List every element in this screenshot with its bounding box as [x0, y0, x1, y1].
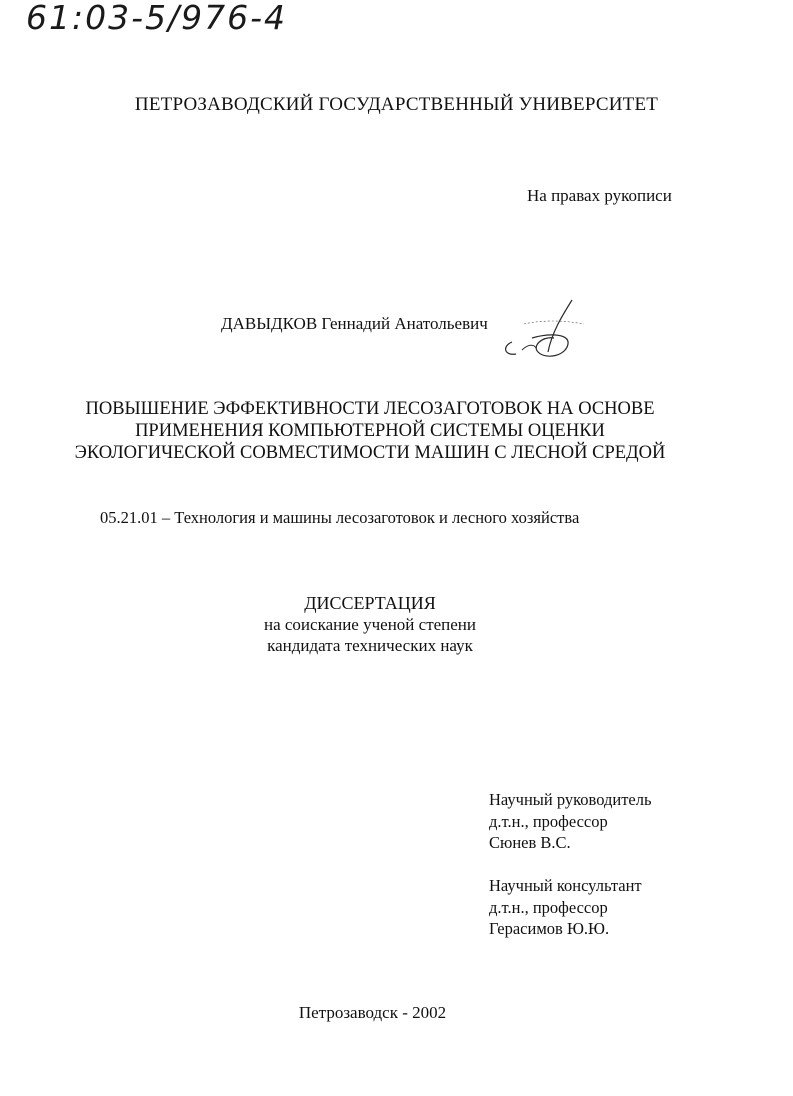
city-year: Петрозаводск - 2002: [298, 1003, 447, 1022]
supervisor-name: Сюнев В.С.: [489, 833, 571, 852]
supervisor-role: Научный руководитель: [489, 790, 652, 809]
title-line: ПРИМЕНЕНИЯ КОМПЬЮТЕРНОЙ СИСТЕМЫ ОЦЕНКИ: [135, 421, 605, 441]
title-line: ПОВЫШЕНИЕ ЭФФЕКТИВНОСТИ ЛЕСОЗАГОТОВОК НА ОСНОВЕ: [85, 399, 655, 419]
supervisor-block: [489, 789, 652, 854]
dissertation-block: [0, 593, 740, 656]
consultant-block: [489, 875, 642, 940]
dissertation-heading: ДИССЕРТАЦИЯ: [304, 593, 436, 613]
specialty-code: 05.21.01 – Технология и машины лесозаготовок и лесного хозяйства: [100, 508, 580, 527]
title-line: ЭКОЛОГИЧЕСКОЙ СОВМЕСТИМОСТИ МАШИН С ЛЕСНОЙ СРЕДОЙ: [74, 443, 666, 463]
consultant-degree: д.т.н., профессор: [489, 897, 608, 917]
consultant-role: Научный консультант: [489, 876, 642, 895]
dissertation-title: [0, 398, 740, 464]
consultant-name: Герасимов Ю.Ю.: [489, 919, 610, 938]
author-name: ДАВЫДКОВ Геннадий Анатольевич: [221, 314, 488, 333]
degree-line-2: кандидата технических наук: [267, 636, 473, 655]
rights-note: На правах рукописи: [527, 186, 672, 205]
university-name: ПЕТРОЗАВОДСКИЙ ГОСУДАРСТВЕННЫЙ УНИВЕРСИТЕТ: [134, 94, 659, 115]
author-signature: [492, 294, 592, 366]
archive-number: 61:03-5/976-4: [26, 0, 288, 37]
degree-line-1: на соискание ученой степени: [263, 615, 477, 634]
supervisor-degree: д.т.н., профессор: [489, 811, 608, 831]
